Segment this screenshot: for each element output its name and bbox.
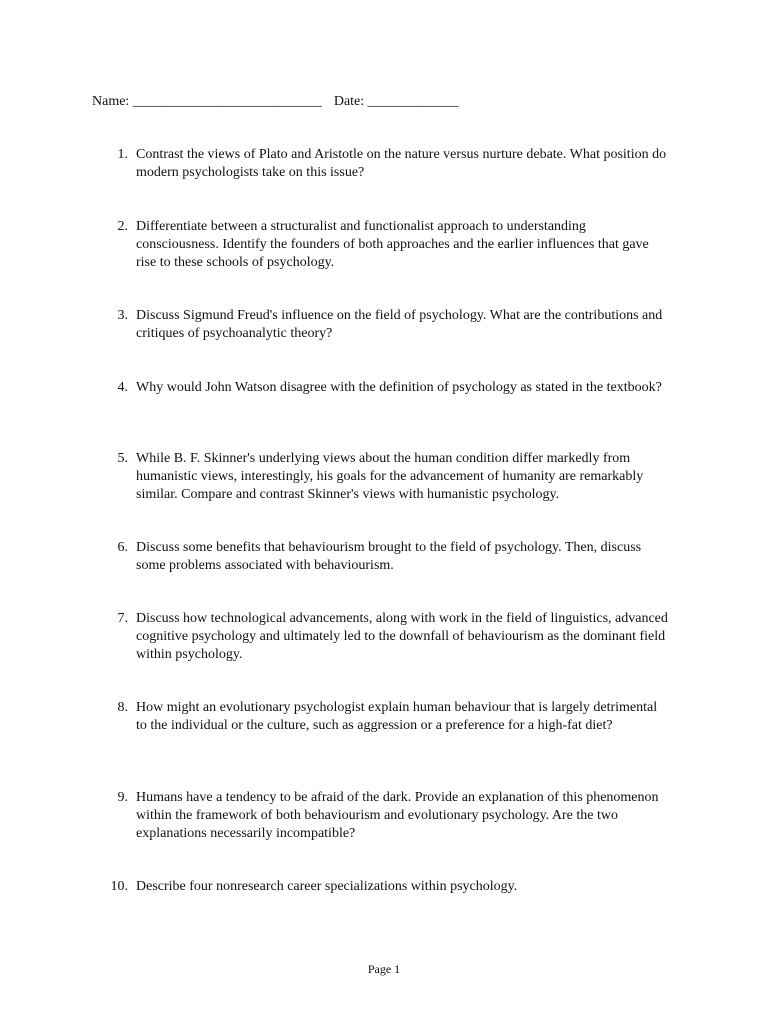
question-number: 10. [110,879,128,894]
question-number: 6. [117,540,128,555]
question-number: 4. [117,380,128,395]
date-field-label: Date: _____________ [333,94,459,109]
question-text: Contrast the views of Plato and Aristotle on the nature versus nurture debate. What position do modern psychologists take on this issue? [136,147,667,180]
question-text: Why would John Watson disagree with the definition of psychology as stated in the textbook? [136,380,662,395]
question-number: 8. [117,700,128,715]
question-text: Describe four nonresearch career specializations within psychology. [136,879,518,894]
question-text: Differentiate between a structuralist and functionalist approach to understanding consciousness. Identify the founders of both approaches and the earlier influences that gave rise to these schools of psychology. [136,219,649,270]
name-field-label: Name: ___________________________ [92,94,322,109]
question-number: 1. [117,147,128,162]
page-number: Page 1 [367,962,401,976]
question-text: How might an evolutionary psychologist explain human behaviour that is largely detrimental to the individual or the culture, such as aggression or a preference for a high-fat diet? [136,700,658,733]
question-text: While B. F. Skinner's underlying views about the human condition differ markedly from humanistic views, interestingly, his goals for the advancement of humanity are remarkably similar. Compare and contrast Skinner's views with humanistic psychology. [136,451,644,502]
header-fields [92,93,459,111]
question-text: Discuss Sigmund Freud's influence on the field of psychology. What are the contributions and critiques of psychoanalytic theory? [136,308,663,341]
question-number: 5. [117,451,128,466]
question-text: Humans have a tendency to be afraid of the dark. Provide an explanation of this phenomenon within the framework of both behaviourism and evolutionary psychology. Are the two explanations necessarily incompatible? [136,790,659,841]
question-text: Discuss how technological advancements, along with work in the field of linguistics, advanced cognitive psychology and ultimately led to the downfall of behaviourism as the dominant field within psychology. [136,611,668,662]
question-number: 3. [117,308,128,323]
question-number: 2. [117,219,128,234]
question-number: 9. [117,790,128,805]
question-text: Discuss some benefits that behaviourism brought to the field of psychology. Then, discuss some problems associated with behaviourism. [136,540,642,573]
question-number: 7. [117,611,128,626]
